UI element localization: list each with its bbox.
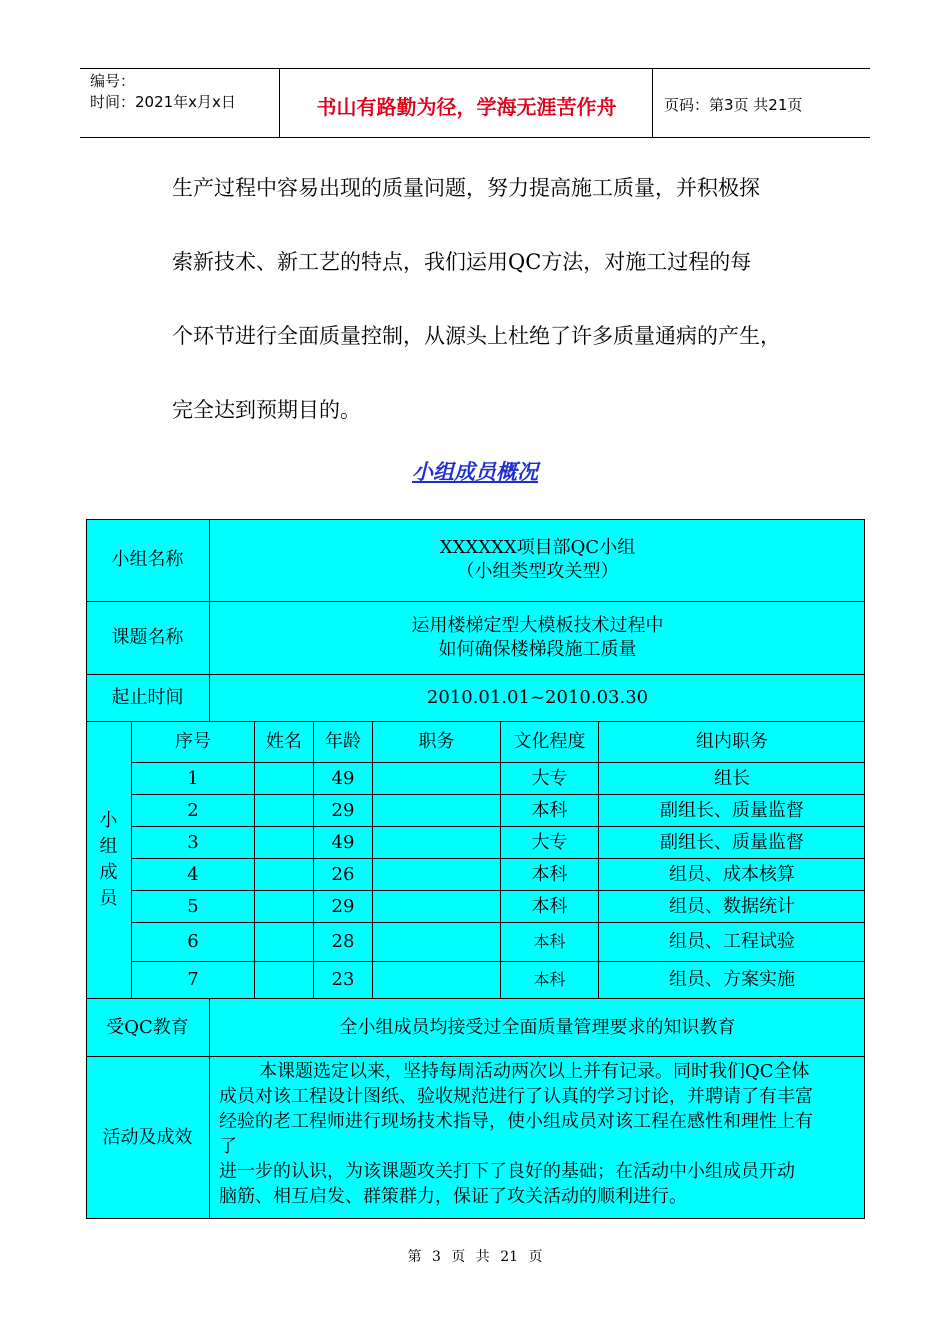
period-value: 2010.01.01~2010.03.30 — [426, 687, 649, 708]
activity-label: 活动及成效 — [102, 1126, 193, 1148]
member-edu: 本科 — [533, 970, 566, 989]
activity-line: 本课题选定以来，坚持每周活动两次以上并有记录。同时我们QC全体 — [259, 1061, 810, 1082]
topic-line: 运用楼梯定型大模板技术过程中 — [411, 615, 664, 636]
topic-label: 课题名称 — [111, 627, 184, 648]
col-header-role: 组内职务 — [696, 731, 768, 752]
member-name — [255, 795, 313, 826]
member-name — [255, 763, 313, 794]
member-edu: 本科 — [531, 895, 568, 917]
member-name — [255, 827, 313, 858]
activity-line: 脑筋、相互启发、群策群力，保证了攻关活动的顺利进行。 — [219, 1186, 687, 1207]
activity-line: 进一步的认识，为该课题攻关打下了良好的基础；在活动中小组成员开动 — [219, 1161, 795, 1182]
member-role: 组员、数据统计 — [669, 895, 795, 917]
activity-line: 成员对该工程设计图纸、验收规范进行了认真的学习讨论，并聘请了有丰富 — [219, 1086, 813, 1107]
member-age: 23 — [331, 969, 355, 990]
member-no: 1 — [187, 767, 199, 789]
member-title — [373, 859, 500, 890]
member-title — [373, 763, 500, 794]
group-type-line: （小组类型攻关型） — [456, 561, 619, 582]
member-role: 组员、成本核算 — [669, 863, 795, 885]
members-label-text: 小组成员 — [99, 810, 118, 909]
member-no: 7 — [187, 969, 199, 990]
member-title — [373, 795, 500, 826]
member-age: 29 — [331, 895, 355, 917]
member-name — [255, 891, 313, 922]
member-age: 28 — [331, 931, 355, 952]
col-header-edu: 文化程度 — [513, 731, 586, 752]
member-role: 副组长、质量监督 — [660, 831, 804, 853]
section-title: 小组成员概况 — [412, 460, 538, 484]
activity-line: 经验的老工程师进行现场技术指导，使小组成员对该工程在感性和理性上有 — [219, 1111, 813, 1132]
period-label: 起止时间 — [111, 687, 184, 708]
topic-line: 如何确保楼梯段施工质量 — [438, 639, 637, 660]
group-name-value — [210, 519, 865, 601]
member-name — [255, 923, 313, 961]
member-role: 组长 — [714, 767, 750, 789]
member-no: 4 — [187, 863, 199, 885]
member-name — [255, 962, 313, 998]
member-no: 3 — [187, 831, 199, 853]
activity-line: 了 — [219, 1136, 237, 1157]
header-meta — [80, 69, 280, 137]
member-age: 26 — [331, 863, 355, 885]
member-role: 副组长、质量监督 — [660, 799, 804, 821]
col-header-name: 姓名 — [266, 731, 302, 752]
col-header-age: 年龄 — [325, 731, 361, 752]
member-edu: 大专 — [531, 831, 568, 853]
member-no: 6 — [187, 931, 199, 952]
col-header-title: 职务 — [418, 731, 455, 752]
page-footer: 第 3 页 共 21 页 — [407, 1249, 543, 1265]
body-line: 完全达到预期目的。 — [172, 398, 361, 422]
member-edu: 本科 — [533, 932, 566, 951]
col-header-no: 序号 — [175, 731, 211, 752]
header-motto: 书山有路勤为径，学海无涯苦作舟 — [281, 69, 653, 137]
topic-value — [210, 602, 865, 674]
member-title — [373, 962, 500, 998]
member-age: 29 — [331, 799, 355, 821]
group-name-line: XXXXXX项目部QC小组 — [439, 537, 636, 558]
member-edu: 本科 — [531, 799, 568, 821]
member-title — [373, 891, 500, 922]
header-number: 编号： — [90, 72, 136, 90]
member-role: 组员、方案实施 — [669, 969, 795, 990]
member-title — [373, 827, 500, 858]
page-header — [80, 68, 870, 138]
activity-text — [219, 1059, 859, 1209]
body-line: 生产过程中容易出现的质量问题，努力提高施工质量，并积极探 — [172, 176, 760, 200]
member-name — [255, 859, 313, 890]
member-edu: 本科 — [531, 863, 568, 885]
education-label: 受QC教育 — [106, 1016, 189, 1038]
member-edu: 大专 — [531, 767, 568, 789]
group-name-label: 小组名称 — [111, 549, 184, 570]
member-no: 5 — [187, 895, 199, 917]
header-page-info: 页码：第3页 共21页 — [664, 95, 803, 114]
member-role: 组员、工程试验 — [669, 931, 795, 952]
member-no: 2 — [187, 799, 199, 821]
body-line: 个环节进行全面质量控制，从源头上杜绝了许多质量通病的产生， — [172, 324, 781, 348]
member-title — [373, 923, 500, 961]
member-age: 49 — [331, 767, 355, 789]
body-line: 索新技术、新工艺的特点，我们运用QC方法，对施工过程的每 — [172, 250, 752, 274]
header-date: 时间：2021年x月x日 — [90, 93, 236, 111]
member-age: 49 — [331, 831, 355, 853]
members-label — [86, 722, 131, 998]
education-value: 全小组成员均接受过全面质量管理要求的知识教育 — [339, 1016, 736, 1038]
members-table — [86, 519, 865, 1219]
